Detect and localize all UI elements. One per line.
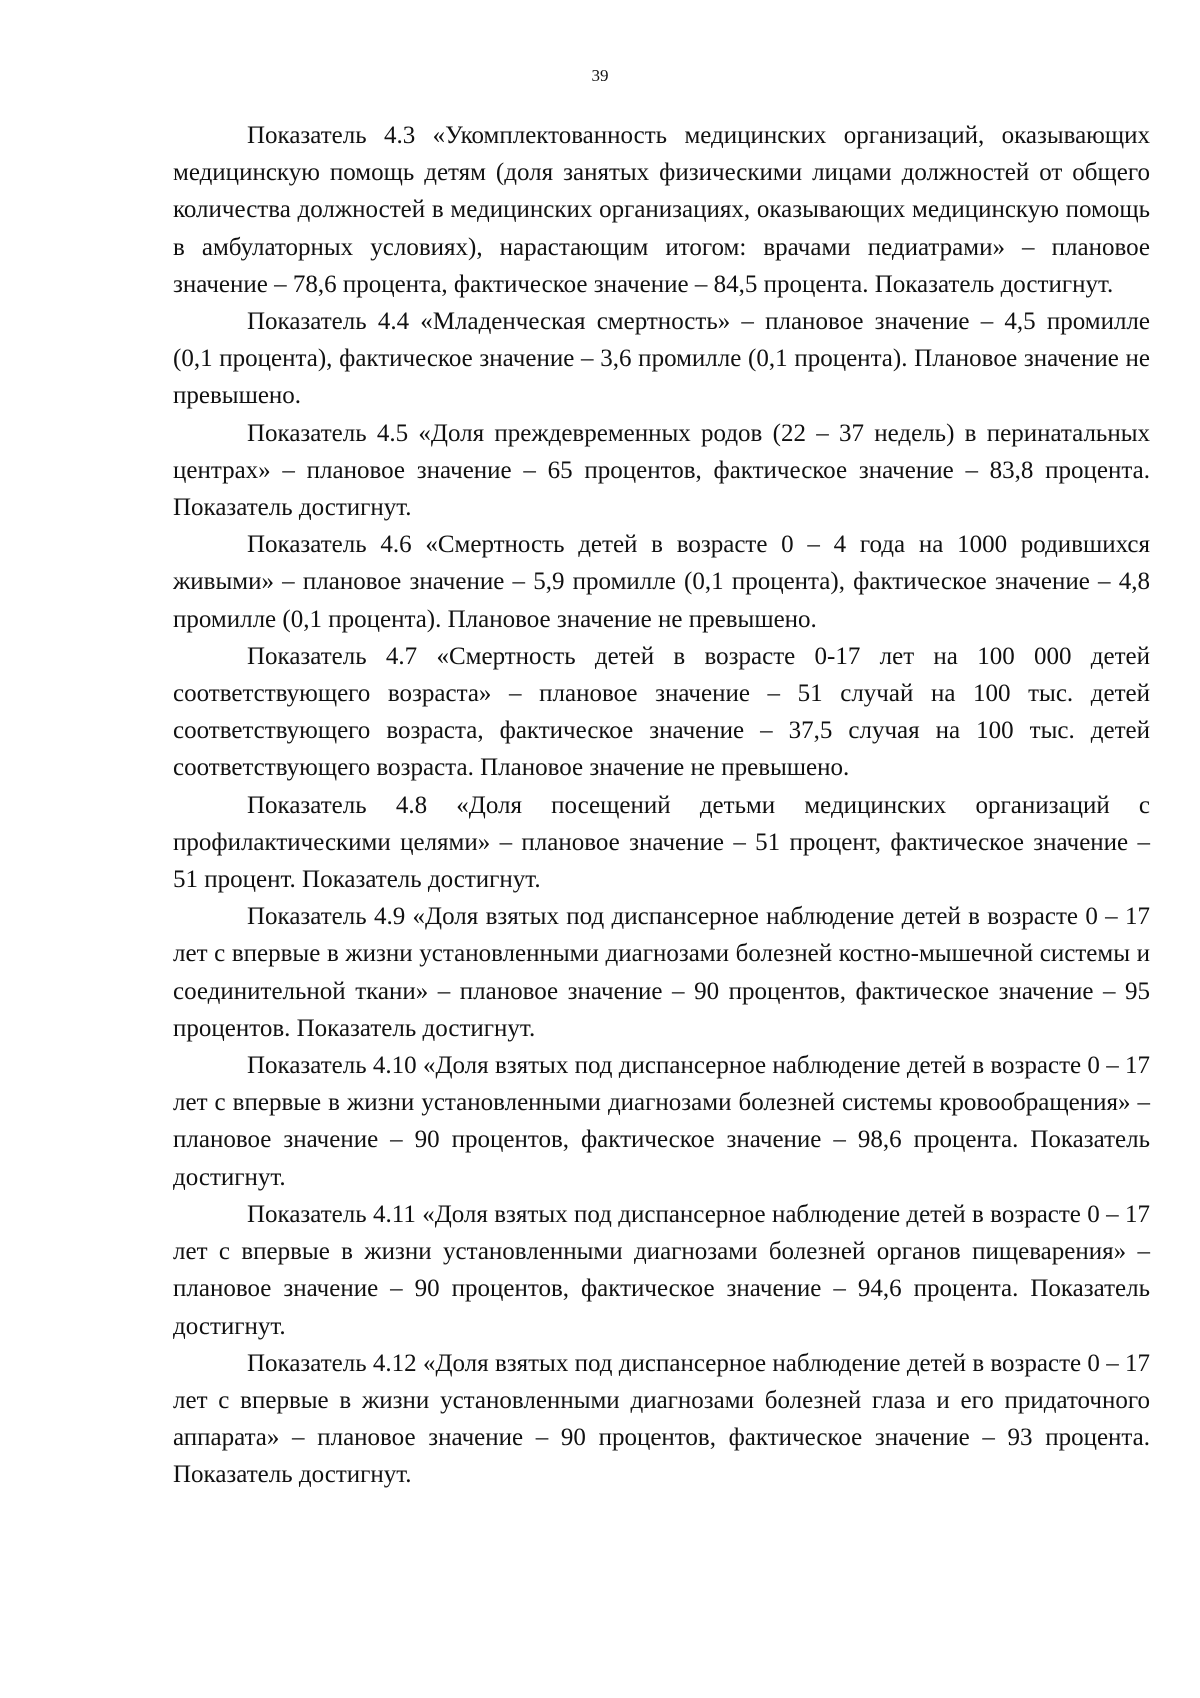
paragraph-indicator-4-3: Показатель 4.3 «Укомплектованность медицинских организаций, оказывающих медицинскую помощь детям (доля занятых физическими лицами должностей от общего количества должностей в медицинских организациях, оказывающих медицинскую помощь в амбулаторных условиях), нарастающим итогом: врачами педиатрами» – плановое значение – 78,6 процента, фактическое значение – 84,5 процента. Показатель достигнут. xyxy=(173,122,1150,298)
paragraph-indicator-4-5: Показатель 4.5 «Доля преждевременных родов (22 – 37 недель) в перинатальных центрах» – плановое значение – 65 процентов, фактическое значение – 83,8 процента. Показатель достигнут. xyxy=(173,419,1150,522)
paragraph-indicator-4-12: Показатель 4.12 «Доля взятых под диспансерное наблюдение детей в возрасте 0 – 17 лет с впервые в жизни установленными диагнозами болезней глаза и его придаточного аппарата» – плановое значение – 90 процентов, фактическое значение – 93 процента. Показатель достигнут. xyxy=(173,1349,1150,1489)
page-number: 39 xyxy=(591,66,609,85)
document-body xyxy=(173,117,1150,1494)
paragraph-indicator-4-4: Показатель 4.4 «Младенческая смертность» – плановое значение – 4,5 промилле (0,1 процента), фактическое значение – 3,6 промилле (0,1 процента). Плановое значение не превышено. xyxy=(173,308,1150,410)
paragraph-indicator-4-8: Показатель 4.8 «Доля посещений детьми медицинских организаций с профилактическими целями» – плановое значение – 51 процент, фактическое значение – 51 процент. Показатель достигнут. xyxy=(173,791,1150,894)
paragraph-indicator-4-11: Показатель 4.11 «Доля взятых под диспансерное наблюдение детей в возрасте 0 – 17 лет с впервые в жизни установленными диагнозами болезней органов пищеварения» – плановое значение – 90 процентов, фактическое значение – 94,6 процента. Показатель достигнут. xyxy=(173,1200,1150,1340)
paragraph-indicator-4-7: Показатель 4.7 «Смертность детей в возрасте 0-17 лет на 100 000 детей соответствующего возраста» – плановое значение – 51 случай на 100 тыс. детей соответствующего возраста, фактическое значение – 37,5 случая на 100 тыс. детей соответствующего возраста. Плановое значение не превышено. xyxy=(173,642,1150,782)
paragraph-indicator-4-9: Показатель 4.9 «Доля взятых под диспансерное наблюдение детей в возрасте 0 – 17 лет с впервые в жизни установленными диагнозами болезней костно-мышечной системы и соединительной ткани» – плановое значение – 90 процентов, фактическое значение – 95 процентов. Показатель достигнут. xyxy=(173,903,1150,1042)
paragraph-indicator-4-10: Показатель 4.10 «Доля взятых под диспансерное наблюдение детей в возрасте 0 – 17 лет с впервые в жизни установленными диагнозами болезней системы кровообращения» – плановое значение – 90 процентов, фактическое значение – 98,6 процента. Показатель достигнут. xyxy=(173,1052,1150,1191)
paragraph-indicator-4-6: Показатель 4.6 «Смертность детей в возрасте 0 – 4 года на 1000 родившихся живыми» – плановое значение – 5,9 промилле (0,1 процента), фактическое значение – 4,8 промилле (0,1 процента). Плановое значение не превышено. xyxy=(173,531,1150,633)
